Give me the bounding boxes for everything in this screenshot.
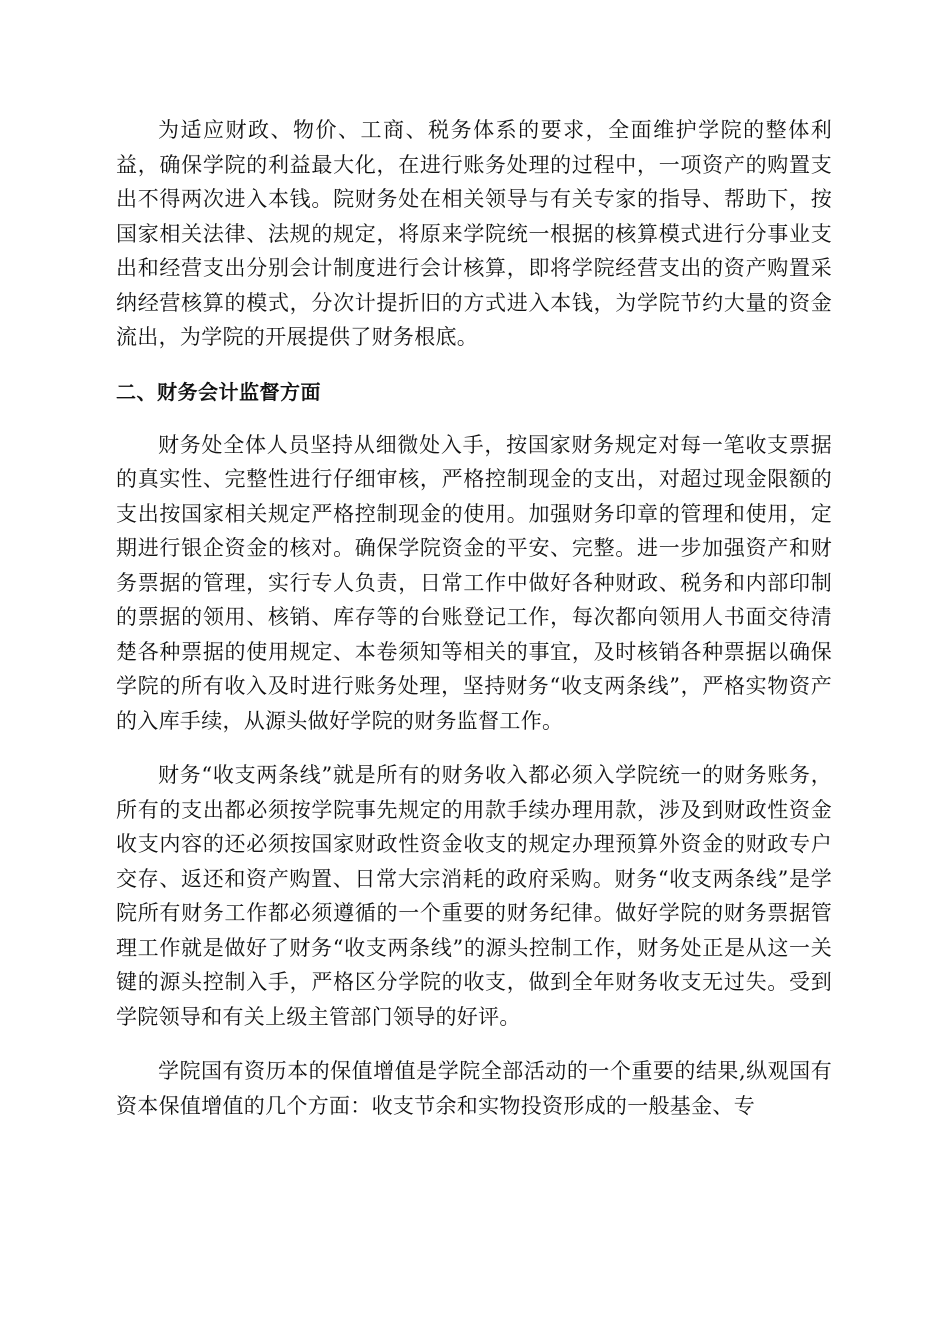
paragraph-two-lines: 财务“收支两条线”就是所有的财务收入都必须入学院统一的财务账务，所有的支出都必须按学院事先规定的用款手续办理用款，涉及到财政性资金收支内容的还必须按国家财政性资金收支的规定办理预算外资金的财政专户交存、返还和资产购置、日常大宗消耗的政府采购。财务“收支两条线”是学院所有财务工作都必须遵循的一个重要的财务纪律。做好学院的财务票据管理工作就是做好了财务“收支两条线”的源头控制工作，财务处正是从这一关键的源头控制入手，严格区分学院的收支，做到全年财务收支无过失。受到学院领导和有关上级主管部门领导的好评。 [116, 763, 832, 1029]
paragraph-intro: 为适应财政、物价、工商、税务体系的要求，全面维护学院的整体利益，确保学院的利益最大化，在进行账务处理的过程中，一项资产的购置支出不得两次进入本钱。院财务处在相关领导与有关专家的指导、帮助下，按国家相关法律、法规的规定，将原来学院统一根据的核算模式进行分事业支出和经营支出分别会计制度进行会计核算，即将学院经营支出的资产购置采纳经营核算的模式，分次计提折旧的方式进入本钱，为学院节约大量的资金流出，为学院的开展提供了财务根底。 [116, 118, 832, 349]
paragraph-supervision: 财务处全体人员坚持从细微处入手，按国家财务规定对每一笔收支票据的真实性、完整性进行仔细审核，严格控制现金的支出，对超过现金限额的支出按国家相关规定严格控制现金的使用。加强财务印章的管理和使用，定期进行银企资金的核对。确保学院资金的平安、完整。进一步加强资产和财务票据的管理，实行专人负责，日常工作中做好各种财政、税务和内部印制的票据的领用、核销、库存等的台账登记工作，每次都向领用人书面交待清楚各种票据的使用规定、本卷须知等相关的事宜，及时核销各种票据以确保学院的所有收入及时进行账务处理，坚持财务“收支两条线”，严格实物资产的入库手续，从源头做好学院的财务监督工作。 [116, 432, 832, 733]
section-heading: 二、财务会计监督方面 [116, 379, 321, 404]
paragraph-spacer [116, 1034, 832, 1054]
paragraph-state-assets: 学院国有资历本的保值增值是学院全部活动的一个重要的结果,纵观国有资本保值增值的几个方面：收支节余和实物投资形成的一般基金、专 [116, 1059, 832, 1118]
document-page [116, 113, 832, 1123]
paragraph-spacer [116, 738, 832, 758]
